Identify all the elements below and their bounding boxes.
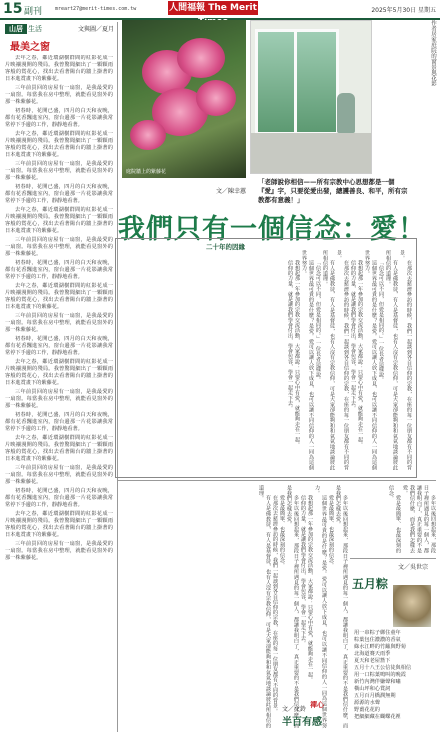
poem-line: 把細細藏在蝴蝶花裡 — [354, 714, 401, 720]
paragraph: 在那次去慈濟參訪的時候，我們一起談到各自信仰的宗教，在座的每一位朋友都有不同的背景。 — [272, 495, 278, 714]
poem-title: 五月粽 — [352, 577, 389, 591]
contact-email[interactable]: mreart27@merit-times.com.tw — [55, 6, 137, 12]
poem-line: 野薑花花的 — [354, 707, 380, 713]
section-divider — [118, 480, 436, 481]
poem-line: 橫山坪和心賞詞 — [354, 686, 391, 692]
paragraph: 去年之春，鄰近環湖樹群間的紅影花成一片映襯漫開的殘局。我曾驚聞細出了一顆顆雨客般的賞花心，找出去看著陽台的牆上掛著的日本進賞畫下的紫藤花。 — [5, 359, 113, 386]
paragraph: 愛是最簡單、也最深刻的信念。 — [279, 495, 285, 568]
column2-author: 文／文鈴 — [282, 706, 307, 713]
poem-line: 綠水江畔的竹籬與野菊 — [354, 644, 406, 650]
column2-tag: 禪心 — [310, 701, 324, 709]
photo-caption: 庭院牆上的紫藤花 — [126, 169, 167, 175]
window-frame — [255, 29, 339, 135]
paragraph: 信仰的力量，就是讓我們學會付出，學會包容，學會一起走下去。 — [300, 495, 306, 646]
paragraph: 三年前買回的房屋有一扇窗，是我最愛的一扇窗。每當我在房中整理，就能看見窗外的那一株紫藤花。 — [5, 541, 113, 561]
paragraph: 初春時，花開已盛，四月的白天和夜晚，都有花香飄進室內，窗台邊那一片花影讓我常常停下手邊的工作，靜靜地看著。 — [5, 184, 113, 204]
feature-author: 文／陳幸蕙 — [216, 188, 247, 195]
paragraph: 三年前買回的房屋有一扇窗，是我最愛的一扇窗。每當我在房中整理，就能看見窗外的那一株紫藤花。 — [5, 313, 113, 333]
paragraph: 信仰的力量，就是讓我們學會付出，學會包容，學會一起走下去。 — [287, 260, 293, 411]
feature-body-top — [120, 250, 412, 472]
paragraph: 三年前買回的房屋有一扇窗，是我最愛的一扇窗。每當我在房中整理，就能看見窗外的那一株紫藤花。 — [5, 465, 113, 485]
paragraph: 我想起那一年參加的宗教交流活動，大家都說：只要心中有愛，就能夠走在一起。 — [307, 495, 313, 683]
window-sill — [251, 133, 371, 173]
paragraph: 在那次去慈濟參訪的時候，我們一起談到各自信仰的宗教，在座的每一位朋友都有不同的背景。 — [336, 250, 349, 470]
paragraph: 去年之春，鄰近環湖樹群間的紅影花成一片映襯漫開的殘局。我曾驚聞細出了一顆顆雨客般的賞花心，找出去看著陽台的牆上掛著的日本進賞畫下的紫藤花。 — [5, 55, 113, 82]
article-title: 最美之窗 — [10, 42, 50, 53]
paragraph: 「信念可以不同，但愛是相同的。」一位長者這樣說。 — [378, 260, 384, 383]
vertical-caption: 作者居家庭院的窗景與花影 — [430, 20, 436, 86]
paragraph: 有人是佛教徒，有人是基督徒，也有人沒有宗教信仰，可是大家卻能夠和和氣氣地談論彼此所相信的道理。 — [258, 485, 271, 728]
paragraph: 我想起那一年參加的宗教交流活動，大家都說：只要心中有愛，就能夠走在一起。 — [357, 260, 363, 448]
poem-line: 北海道賽天雨季 — [354, 651, 391, 657]
paragraph: 三年前買回的房屋有一扇窗，是我最愛的一扇窗。每當我在房中整理，就能看見窗外的那一株紫藤花。 — [5, 85, 113, 105]
paragraph: 去年之春，鄰近環湖樹群間的紅影花成一片映襯漫開的殘局。我曾驚聞細出了一顆顆雨客般的賞花心，找出去看著陽台的牆上掛著的日本進賞畫下的紫藤花。 — [5, 207, 113, 234]
paragraph: 三年前買回的房屋有一扇窗，是我最愛的一扇窗。每當我在房中整理，就能看見窗外的那一株紫藤花。 — [5, 161, 113, 181]
poem-divider — [350, 558, 436, 559]
paragraph: 我想起那一年參加的宗教交流活動，大家都說：只要心中有愛，就能夠走在一起。 — [294, 260, 300, 448]
vase — [337, 93, 355, 133]
poem-line: 源源的水聲 — [354, 700, 380, 706]
poem-body — [354, 630, 436, 721]
flower-cluster — [130, 120, 166, 150]
paragraph: 初春時，花開已盛，四月的白天和夜晚，都有花香飄進室內，窗台邊那一片花影讓我常常停下手邊的工作，靜靜地看著。 — [5, 488, 113, 508]
feature-body-end — [352, 485, 436, 555]
paragraph: 去年之春，鄰近環湖樹群間的紅影花成一片映襯漫開的殘局。我曾驚聞細出了一顆顆雨客般的賞花心，找出去看著陽台的牆上掛著的日本進賞畫下的紫藤花。 — [5, 283, 113, 310]
column2-title: 半百有感 — [282, 717, 322, 728]
paragraph: 三年前買回的房屋有一扇窗，是我最愛的一扇窗。每當我在房中整理，就能看見窗外的那一株紫藤花。 — [5, 389, 113, 409]
paragraph: 這個世界最可貴的是什麼？是愛。愛可以讓人放下成見，也可以讓不同信仰的人一同為這個世界努力。 — [301, 250, 314, 470]
paragraph: 去年之春，鄰近環湖樹群間的紅影花成一片映襯漫開的殘局。我曾驚聞細出了一顆顆雨客般的賞花心，找出去看著陽台的牆上掛著的日本進賞畫下的紫藤花。 — [5, 511, 113, 538]
column-tag-sub: 生活 — [28, 25, 42, 33]
paragraph: 去年之春，鄰近環湖樹群間的紅影花成一片映襯漫開的殘局。我曾驚聞細出了一顆顆雨客般的賞花心，找出去看著陽台的牆上掛著的日本進賞畫下的紫藤花。 — [5, 131, 113, 158]
paragraph: 有人是佛教徒，有人是基督徒，也有人沒有宗教信仰，可是大家卻能夠和和氣氣地談論彼此所相信的道理。 — [385, 250, 398, 470]
poem-line: 用一口粽葉鳴叫的晚霞 — [354, 672, 406, 678]
article-author: 文與圖／夏月 — [78, 26, 115, 33]
paragraph: 多年以後回想起來，那段日子裡所遇見的每一個人，都讓我明白了，真正重要的不是我們信什麼，而是我們怎樣去愛。 — [286, 485, 299, 728]
flower-cluster — [177, 38, 225, 78]
poem-line: 夏天和老屋簷下 — [354, 658, 391, 664]
paragraph: 在那次去慈濟參訪的時候，我們一起談到各自信仰的宗教，在座的每一位朋友都有不同的背景。 — [399, 250, 412, 470]
feature-title: 我們只有一個信念：愛！ — [118, 214, 426, 245]
flower-cluster — [196, 80, 236, 116]
zongzi-image — [393, 585, 431, 627]
poem-line: 用一串粽子綁住童年 — [354, 630, 401, 636]
newspaper-logo: 人間福報 The Merit — [169, 3, 257, 13]
window-photo — [250, 20, 372, 174]
page-header — [0, 0, 440, 20]
paragraph: 初春時，花開已盛，四月的白天和夜晚，都有花香飄進室內，窗台邊那一片花影讓我常常停下手邊的工作，靜靜地看著。 — [5, 260, 113, 280]
paragraph: 「信念可以不同，但愛是相同的。」一位長者這樣說。 — [315, 260, 321, 383]
paragraph: 多年以後回想起來，那段日子裡所遇見的每一個人，都讓我明白了，真正重要的不是我們信什麼，而是我們怎樣去愛。 — [335, 485, 348, 728]
paragraph: 去年之春，鄰近環湖樹群間的紅影花成一片映襯漫開的殘局。我曾驚聞細出了一顆顆雨客般的賞花心，找出去看著陽台的牆上掛著的日本進賞畫下的紫藤花。 — [5, 435, 113, 462]
feature-subtitle: 二十年的因緣 — [206, 243, 245, 251]
paragraph: 有人是佛教徒，有人是基督徒，也有人沒有宗教信仰，可是大家卻能夠和和氣氣地談論彼此所相信的道理。 — [322, 250, 335, 470]
poem-line: 五月十八王公信徒與相信 — [354, 665, 412, 671]
paragraph: 信仰的力量，就是讓我們學會付出，學會包容，學會一起走下去。 — [350, 260, 356, 411]
paragraph: 多年以後回想起來，那段日子裡所遇見的每一個人，都讓我明白了，真正重要的不是我們信什麼，而是我們怎樣去愛。 — [402, 485, 436, 553]
poem-line: 五月百月橋潤無期 — [354, 693, 396, 699]
paragraph: 初春時，花開已盛，四月的白天和夜晚，都有花香飄進室內，窗台邊那一片花影讓我常常停下手邊的工作，靜靜地看著。 — [5, 108, 113, 128]
column-tag: 山居 — [5, 24, 27, 34]
flower-photo — [122, 20, 246, 178]
paragraph: 愛是最簡單、也最深刻的信念。 — [388, 485, 401, 553]
paragraph: 初春時，花開已盛，四月的白天和夜晚，都有花香飄進室內，窗台邊那一片花影讓我常常停下手邊的工作，靜靜地看著。 — [5, 336, 113, 356]
paragraph: 這個世界最可貴的是什麼？是愛。愛可以讓人放下成見，也可以讓不同信仰的人一同為這個世界努力。 — [364, 250, 377, 470]
section-name: 副刊 — [24, 7, 43, 17]
paragraph: 愛是最簡單、也最深刻的信念。 — [328, 495, 334, 568]
feature-quote: 「老師說你相信——所有宗教中心思想都是一個『愛』字，只要從愛出發，總護善良、和平，所有宗教都有意義！」 — [258, 178, 408, 204]
paragraph: 初春時，花開已盛，四月的白天和夜晚，都有花香飄進室內，窗台邊那一片花影讓我常常停下手邊的工作，靜靜地看著。 — [5, 412, 113, 432]
issue-date: 2025年5月30日 星期五 — [371, 7, 436, 14]
paragraph: 三年前買回的房屋有一扇窗，是我最愛的一扇窗。每當我在房中整理，就能看見窗外的那一株紫藤花。 — [5, 237, 113, 257]
page-number: 15 — [3, 1, 23, 17]
poem-author: 文／吳世宗 — [398, 564, 429, 571]
feature-body-bottom — [120, 485, 348, 730]
poem-line: 粽葉包住濃濃的香氣 — [354, 637, 401, 643]
article-body — [5, 55, 113, 731]
paragraph: 這個世界最可貴的是什麼？是愛。愛可以讓人放下成見，也可以讓不同信仰的人一同為這個世界努力。 — [314, 485, 327, 728]
poem-line: 新竹內灣伴嫌聲和嘯 — [354, 679, 401, 685]
